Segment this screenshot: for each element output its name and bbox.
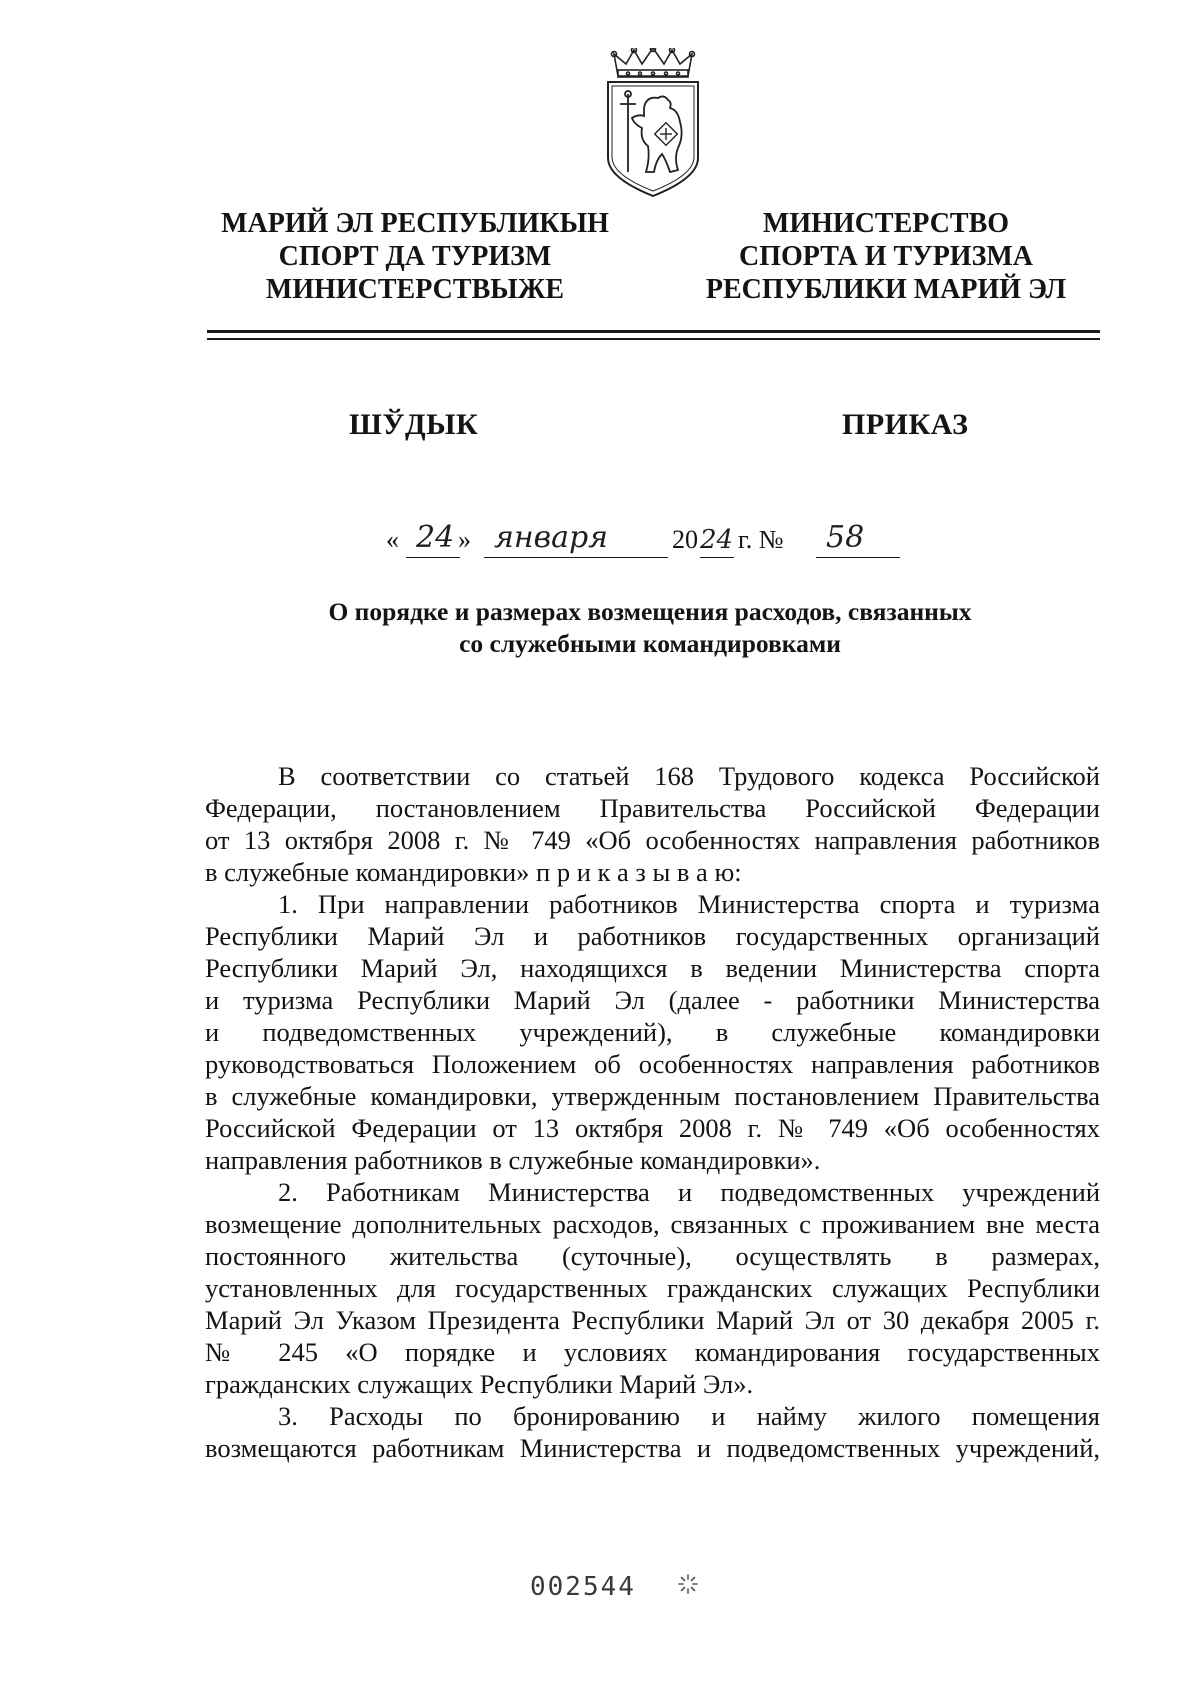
body-line-19: № 245 «О порядке и условиях командирования государственных [205, 1337, 1100, 1367]
date-day-handwritten: 24 [416, 520, 455, 555]
order-subject [200, 596, 1100, 660]
date-number-mark: г. № [738, 525, 784, 554]
date-open-quote: « [386, 525, 399, 554]
body-line-15: возмещение дополнительных расходов, связанных с проживанием вне места [205, 1209, 1100, 1239]
header-divider-thin [207, 338, 1100, 340]
body-line-1: В соответствии со статьей 168 Трудового кодекса Российской [278, 761, 1100, 791]
date-year-handwritten: 24 [700, 525, 734, 555]
order-number-handwritten: 58 [826, 520, 865, 555]
subject-line-1: О порядке и размерах возмещения расходов, связанных [328, 597, 972, 626]
body-line-2: Федерации, постановлением Правительства Российской Федерации [205, 793, 1100, 823]
header-right [676, 207, 1096, 306]
date-month-underline [484, 557, 668, 558]
body-line-11: в служебные командировки, утвержденным постановлением Правительства [205, 1081, 1100, 1111]
header-right-line-2: СПОРТА И ТУРИЗМА [738, 241, 1034, 272]
body-line-3: от 13 октября 2008 г. № 749 «Об особенностях направления работников [205, 825, 1100, 855]
body-line-16: постоянного жительства (суточные), осуществлять в размерах, [205, 1241, 1100, 1271]
body-line-8: и туризма Республики Марий Эл (далее - работники Министерства [205, 985, 1100, 1015]
body-line-18: Марий Эл Указом Президента Республики Марий Эл от 30 декабря 2005 г. [205, 1305, 1100, 1335]
order-number-underline [816, 557, 900, 558]
body-line-9: и подведомственных учреждений), в служебные командировки [205, 1017, 1100, 1047]
date-year-prefix: 20 [672, 525, 698, 554]
header-divider-thick [207, 330, 1100, 333]
date-day-underline [406, 557, 460, 558]
body-line-21: 3. Расходы по бронированию и найму жилого помещения [278, 1401, 1100, 1431]
date-close-quote: » [458, 525, 471, 554]
date-year-underline [700, 557, 734, 558]
body-line-20: гражданских служащих Республики Марий Эл». [205, 1369, 754, 1399]
header-left-line-1: МАРИЙ ЭЛ РЕСПУБЛИКЫН [221, 208, 609, 239]
header-left-line-3: МИНИСТЕРСТВЫЖЕ [265, 274, 565, 305]
body-line-4: в служебные командировки» п р и к а з ы в а ю: [205, 857, 742, 887]
header-left [200, 207, 630, 306]
body-line-5: 1. При направлении работников Министерства спорта и туризма [278, 889, 1100, 919]
date-number-line [386, 517, 916, 561]
body-line-22: возмещаются работникам Министерства и подведомственных учреждений, [205, 1433, 1100, 1463]
header-left-line-2: СПОРТ ДА ТУРИЗМ [278, 241, 552, 272]
body-line-12: Российской Федерации от 13 октября 2008 г. № 749 «Об особенностях [205, 1113, 1100, 1143]
date-month-handwritten: января [494, 520, 609, 555]
header-right-line-1: МИНИСТЕРСТВО [762, 208, 1010, 239]
body-line-6: Республики Марий Эл и работников государственных организаций [205, 921, 1100, 951]
body-line-10: руководствоваться Положением об особенностях направления работников [205, 1049, 1100, 1079]
order-title-mari: ШЎДЫК [349, 408, 479, 441]
order-title-russian: ПРИКАЗ [842, 408, 969, 441]
body-line-17: установленных для государственных гражданских служащих Республики [205, 1273, 1100, 1303]
body-line-14: 2. Работникам Министерства и подведомственных учреждений [278, 1177, 1100, 1207]
subject-line-2: со служебными командировками [459, 629, 841, 658]
form-serial-number: 002544 [530, 1572, 636, 1602]
header-right-line-3: РЕСПУБЛИКИ МАРИЙ ЭЛ [705, 274, 1067, 305]
coat-of-arms-icon [604, 48, 702, 198]
body-line-13: направления работников в служебные командировки». [205, 1145, 821, 1175]
body-line-7: Республики Марий Эл, находящихся в ведении Министерства спорта [205, 953, 1100, 983]
security-mark-icon [677, 1573, 699, 1595]
